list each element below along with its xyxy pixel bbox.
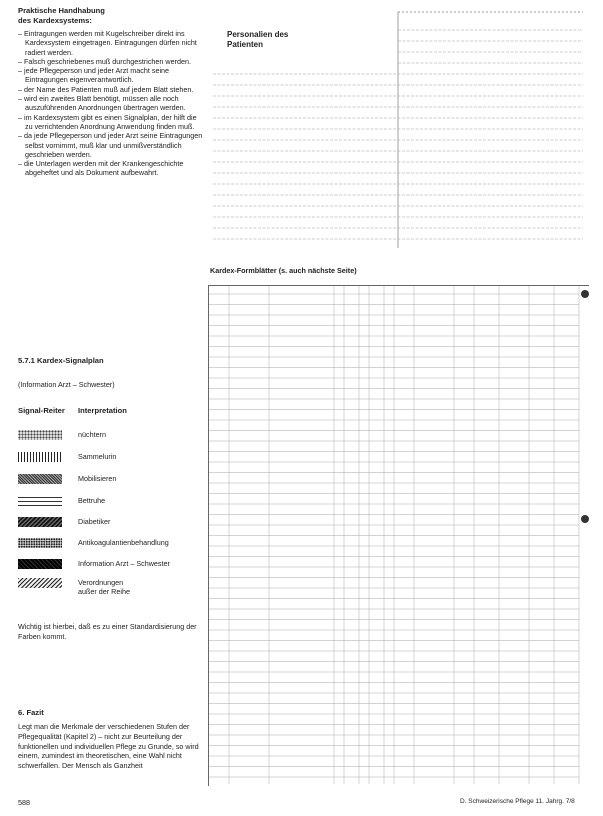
signal-row: [18, 559, 218, 571]
page-number: 588: [18, 798, 30, 807]
signal-row: [18, 474, 218, 486]
signal-swatch: [18, 474, 62, 484]
signal-swatch: [18, 430, 62, 440]
signal-swatch: [18, 538, 62, 548]
patient-details-label: [227, 30, 288, 49]
signal-row: [18, 517, 218, 529]
form-caption: Kardex-Formblätter (s. auch nächste Seite): [210, 266, 357, 275]
column-heading-interpretation: Interpretation: [78, 406, 127, 415]
signal-swatch: [18, 559, 62, 569]
signal-swatch: [18, 578, 62, 588]
binder-hole-top: [581, 290, 589, 298]
signal-row: [18, 578, 218, 596]
signal-label: Mobilisieren: [78, 474, 117, 483]
signal-swatch: [18, 452, 62, 462]
signal-row: [18, 430, 218, 442]
list-item: – im Kardexsystem gibt es einen Signalplan, der hilft die zu verrichtenden Anordnung Anwendung finden muß.: [18, 112, 197, 131]
signalplan-info: (Information Arzt – Schwester): [18, 380, 115, 389]
section-heading-fazit: 6. Fazit: [18, 708, 44, 717]
signal-label: Verordnungen außer der Reihe: [78, 578, 130, 596]
footer-journal: D. Schweizerische Pflege 11. Jahrg. 7/8: [460, 798, 575, 805]
signal-label: Sammelurin: [78, 452, 117, 461]
signal-swatch: [18, 517, 62, 527]
signal-swatch: [18, 496, 62, 506]
fazit-text: Legt man die Merkmale der verschiedenen Stufen der Pflegequalität (Kapitel 2) – nicht zur Beurteilung der funktionellen und individuellen Pflege zu Grunde, so wird einem, zumindest im theoretischen, eine Wahl nicht schwerfallen. Der Mensch als Ganzheit: [18, 722, 199, 771]
heading-line-2: des Kardexsystems:: [18, 15, 92, 25]
signal-label: Diabetiker: [78, 517, 111, 526]
column-heading-signal: Signal-Reiter: [18, 406, 65, 415]
patient-label-line-2: Patienten: [227, 39, 264, 49]
signal-label: Information Arzt – Schwester: [78, 559, 170, 568]
list-item: – der Name des Patienten muß auf jedem Blatt stehen.: [18, 84, 194, 94]
list-item: – da jede Pflegeperson und jeder Arzt seine Eintragungen selbst vornimmt, muß klar und unmißverständlich geschrieben werden.: [18, 131, 203, 159]
binder-hole-middle: [581, 515, 589, 523]
signal-row: [18, 452, 218, 464]
signal-row: [18, 538, 218, 550]
standardization-note: Wichtig ist hierbei, daß es zu einer Standardisierung der Farben kommt.: [18, 622, 197, 641]
kardex-form-grid: [208, 285, 589, 786]
heading-line-1: Praktische Handhabung: [18, 6, 105, 15]
left-column: [18, 6, 203, 178]
patient-label-line-1: Personalien des: [227, 30, 289, 39]
list-item: – wird ein zweites Blatt benötigt, müssen alle noch auszuführenden Anordnungen übertragen werden.: [18, 94, 186, 113]
section-heading-signalplan: 5.7.1 Kardex-Signalplan: [18, 356, 104, 365]
list-item: – Falsch geschriebenes muß durchgestrichen werden.: [18, 56, 191, 66]
signal-label: nüchtern: [78, 430, 106, 439]
list-item: – Eintragungen werden mit Kugelschreiber direkt ins Kardexsystem eingetragen. Eintragungen dürfen nicht radiert werden.: [18, 29, 197, 57]
bullet-list: [18, 29, 203, 178]
signal-row: [18, 496, 218, 508]
list-item: – die Unterlagen werden mit der Krankengeschichte abgeheftet und als Dokument aufbewahrt.: [18, 159, 184, 178]
signal-label: Bettruhe: [78, 496, 106, 505]
signal-label: Antikoagulantienbehandlung: [78, 538, 169, 547]
list-item: – jede Pflegeperson und jeder Arzt macht seine Eintragungen eigenverantwortlich.: [18, 66, 170, 85]
